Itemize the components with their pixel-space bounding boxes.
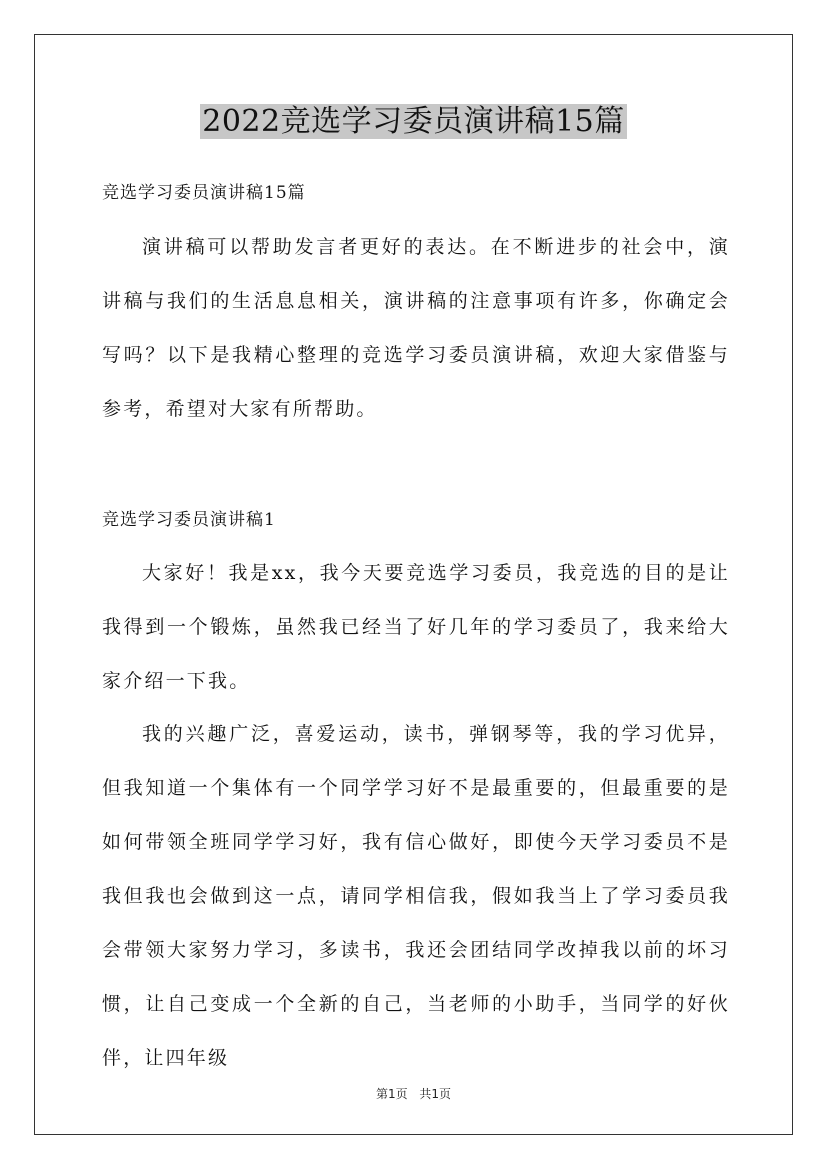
intro-paragraph: 演讲稿可以帮助发言者更好的表达。在不断进步的社会中，演讲稿与我们的生活息息相关，演讲稿的注意事项有许多，你确定会写吗？以下是我精心整理的竞选学习委员演讲稿，欢迎大家借鉴与参考，希望对大家有所帮助。: [102, 236, 730, 420]
page-number: 第1页: [375, 1087, 408, 1101]
document-title: [0, 100, 827, 144]
page-total: 共1页: [419, 1087, 452, 1101]
section-heading: 竞选学习委员演讲稿1: [102, 510, 276, 530]
page-footer: [0, 1085, 827, 1102]
section-paragraph-2: 我的兴趣广泛，喜爱运动，读书，弹钢琴等，我的学习优异，但我知道一个集体有一个同学学习好不是最重要的，但最重要的是如何带领全班同学学习好，我有信心做好，即使今天学习委员不是我但我也会做到这一点，请同学相信我，假如我当上了学习委员我会带领大家努力学习，多读书，我还会团结同学改掉我以前的坏习惯，让自己变成一个全新的自己，当老师的小助手，当同学的好伙伴，让四年级: [102, 723, 730, 1069]
document-subtitle: 竞选学习委员演讲稿15篇: [102, 183, 306, 203]
section-paragraph-1: 大家好！我是xx，我今天要竞选学习委员，我竞选的目的是让我得到一个锻炼，虽然我已经当了好几年的学习委员了，我来给大家介绍一下我。: [102, 562, 730, 692]
document-title-text: 2022竞选学习委员演讲稿15篇: [202, 104, 625, 139]
